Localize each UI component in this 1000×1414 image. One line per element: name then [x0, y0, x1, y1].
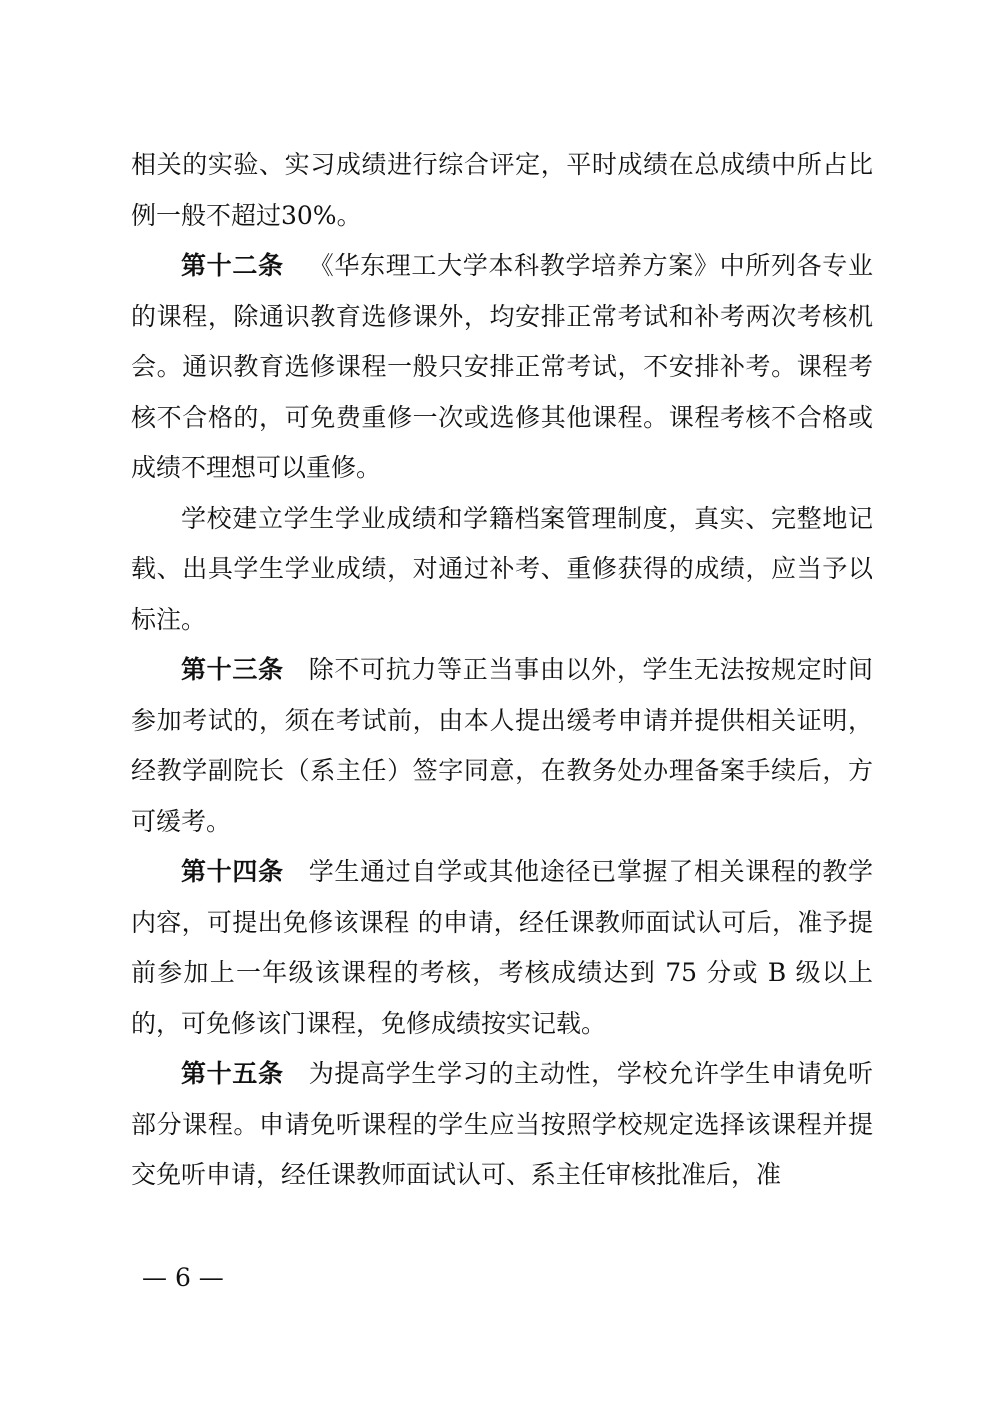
- paragraph-text: 学校建立学生学业成绩和学籍档案管理制度，真实、完整地记载、出具学生学业成绩，对通过补考、重修获得的成绩，应当予以标注。: [131, 503, 873, 634]
- document-body: [131, 140, 873, 1201]
- page-number: — 6 —: [142, 1263, 224, 1292]
- article-13: [131, 645, 873, 847]
- paragraph-text: 《华东理工大学本科教学培养方案》中所列各专业的课程，除通识教育选修课外，均安排正常考试和补考两次考核机会。通识教育选修课程一般只安排正常考试，不安排补考。课程考核不合格的，可免费重修一次或选修其他课程。课程考核不合格或成绩不理想可以重修。: [131, 251, 873, 482]
- article-12: [131, 241, 873, 494]
- paragraph-text: 相关的实验、实习成绩进行综合评定，平时成绩在总成绩中所占比例一般不超过30%。: [131, 150, 873, 230]
- article-label: 第十三条: [181, 655, 284, 684]
- paragraph-continued: [131, 140, 873, 241]
- article-14: [131, 847, 873, 1049]
- article-label: 第十四条: [181, 857, 284, 886]
- article-label: 第十二条: [181, 251, 284, 280]
- article-15: [131, 1049, 873, 1201]
- paragraph-text: 为提高学生学习的主动性，学校允许学生申请免听部分课程。申请免听课程的学生应当按照学校规定选择该课程并提交免听申请，经任课教师面试认可、系主任审核批准后，准: [131, 1059, 873, 1189]
- paragraph-text: 除不可抗力等正当事由以外，学生无法按规定时间参加考试的，须在考试前，由本人提出缓考申请并提供相关证明，经教学副院长（系主任）签字同意，在教务处办理备案手续后，方可缓考。: [131, 655, 873, 836]
- paragraph-records: [131, 494, 873, 646]
- article-label: 第十五条: [181, 1059, 284, 1088]
- paragraph-text: 学生通过自学或其他途径已掌握了相关课程的教学内容，可提出免修该课程 的申请，经任课教师面试认可后，准予提前参加上一年级该课程的考核，考核成绩达到 75 分或 B 级以上的，可免修该门课程，免修成绩按实记载。: [131, 857, 873, 1038]
